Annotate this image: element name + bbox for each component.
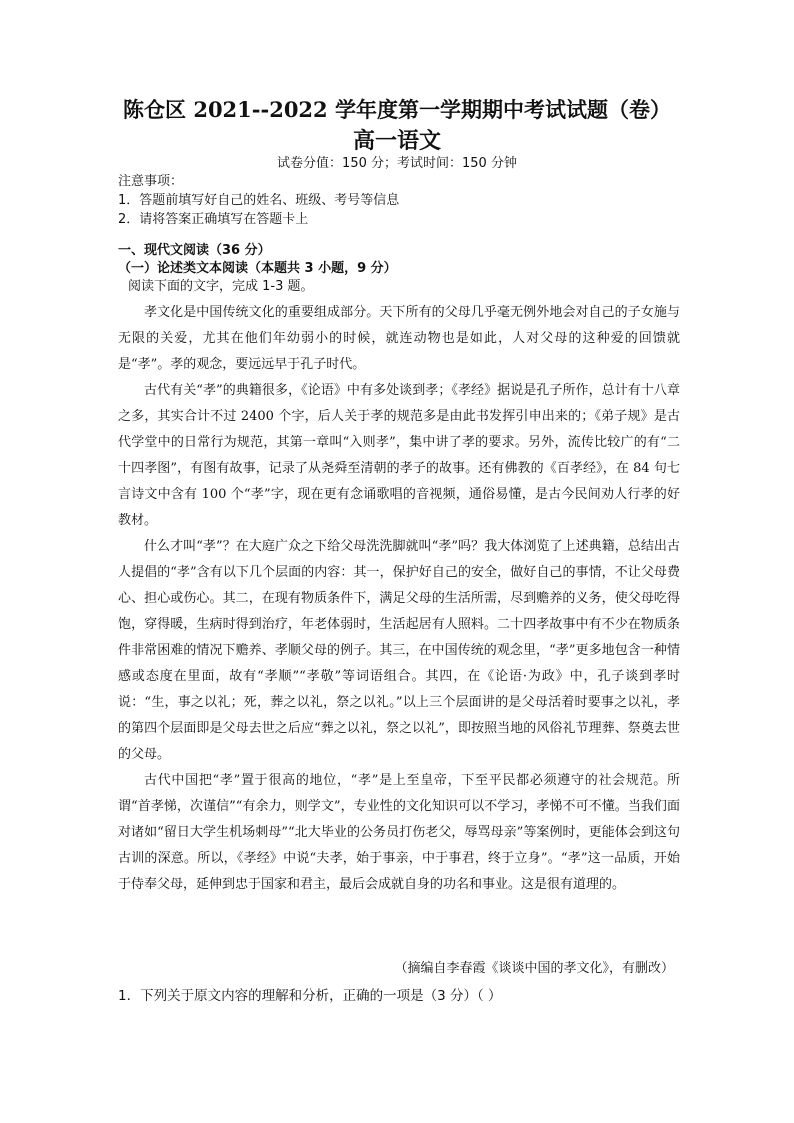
question-1: 1．下列关于原文内容的理解和分析，正确的一项是（3 分）（ ） bbox=[118, 988, 502, 1004]
notes-item: 2．请将答案正确填写在答题卡上 bbox=[118, 212, 309, 227]
notes-block bbox=[118, 172, 698, 229]
notes-label: 注意事项： bbox=[118, 174, 184, 189]
exam-meta: 试卷分值：150 分；考试时间：150 分钟 bbox=[277, 156, 517, 171]
section-heading: 一、现代文阅读（36 分） bbox=[118, 243, 271, 258]
exam-subject: 高一语文 bbox=[352, 128, 441, 154]
passage-paragraph: 古代有关“孝”的典籍很多，《论语》中有多处谈到孝；《孝经》据说是孔子所作，总计有十八章之多，其实合计不过 2400 个字，后人关于孝的规范多是由此书发挥引申出来的；《弟子规》是古代学堂中的日常行为规范，其第一章叫“入则孝”，集中讲了孝的要求。另外，流传比较广的有“二十四孝图”，有图有故事，记录了从尧舜至清朝的孝子的故事。还有佛教的《百孝经》，在 84 句七言诗文中含有 100 个“孝”字，现在更有念诵歌唱的音视频，通俗易懂，是古今民间劝人行孝的好教材。 bbox=[118, 383, 680, 528]
passage-body bbox=[118, 300, 680, 898]
exam-title: 陈仓区 2021--2022 学年度第一学期期中考试试题（卷） bbox=[123, 97, 671, 122]
passage-paragraph: 孝文化是中国传统文化的重要组成部分。天下所有的父母几乎毫无例外地会对自己的子女施与无限的关爱，尤其在他们年幼弱小的时候，就连动物也是如此，人对父母的这种爱的回馈就是“孝”。孝的观念，要远远早于孔子时代。 bbox=[118, 305, 680, 372]
notes-item: 1．答题前填写好自己的姓名、班级、考号等信息 bbox=[118, 193, 400, 208]
reading-instruction: 阅读下面的文字，完成 1-3 题。 bbox=[128, 279, 314, 294]
passage-source: （摘编自李春霞《谈谈中国的孝文化》，有删改） bbox=[394, 961, 674, 976]
passage-paragraph: 古代中国把“孝”置于很高的地位，“孝”是上至皇帝，下至平民都必须遵守的社会规范。所谓“首孝悌，次谨信”“有余力，则学文”，专业性的文化知识可以不学习，孝悌不可不懂。当我们面对诸如“留日大学生机场刺母”“北大毕业的公务员打伤老父，辱骂母亲”等案例时，更能体会到这句古训的深意。所以，《孝经》中说“夫孝，始于事亲，中于事君，终于立身”。“孝”这一品质，开始于侍奉父母，延伸到忠于国家和君主，最后会成就自身的功名和事业。这是很有道理的。 bbox=[118, 773, 680, 892]
subsection-heading: （一）论述类文本阅读（本题共 3 小题，9 分） bbox=[118, 261, 397, 276]
passage-paragraph: 什么才叫“孝”？在大庭广众之下给父母洗洗脚就叫“孝”吗？我大体浏览了上述典籍，总结出古人提倡的“孝”含有以下几个层面的内容：其一，保护好自己的安全，做好自己的事情，不让父母费心、担心或伤心。其二，在现有物质条件下，满足父母的生活所需，尽到赡养的义务，使父母吃得饱，穿得暖，生病时得到治疗，年老体弱时，生活起居有人照料。二十四孝故事中有不少在物质条件非常困难的情况下赡养、孝顺父母的例子。其三，在中国传统的观念里，“孝”更多地包含一种情感或态度在里面，故有“孝顺”“孝敬”等词语组合。其四，在《论语·为政》中，孔子谈到孝时说：“生，事之以礼；死，葬之以礼，祭之以礼。”以上三个层面讲的是父母活着时要事之以礼，孝的第四个层面即是父母去世之后应“葬之以礼，祭之以礼”，即按照当地的风俗礼节理葬、祭奠去世的父母。 bbox=[118, 539, 680, 762]
